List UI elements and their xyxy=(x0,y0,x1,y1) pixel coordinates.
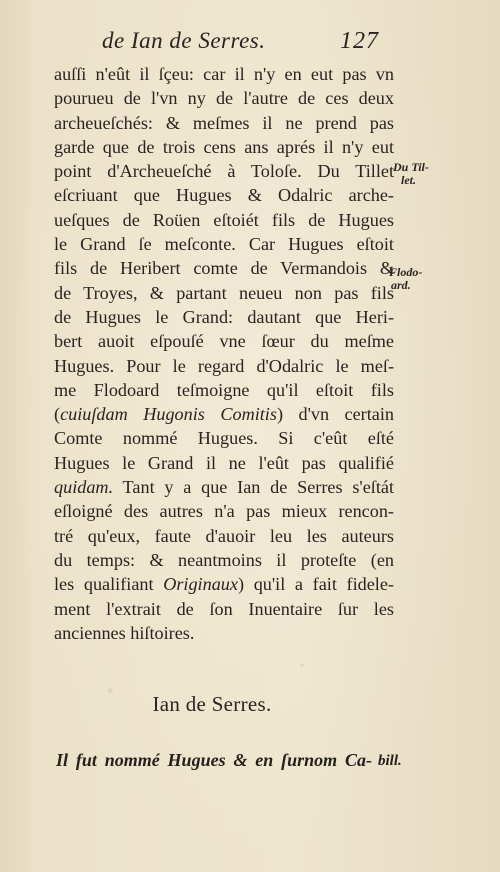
text-segment: pourueu de l'vn ny de l'autre de ces deux xyxy=(54,88,394,109)
text-line xyxy=(54,281,394,305)
text-segment: ) d'vn certain xyxy=(276,404,394,425)
text-segment: Hugues le Grand il ne l'eût pas qualifié xyxy=(54,452,394,473)
text-segment: bert auoit eſpouſé vne ſœur du meſme xyxy=(54,331,394,352)
margin-note-line: Du Til- xyxy=(393,160,429,174)
text-segment: de Troyes, & partant neueu non pas fils xyxy=(54,282,394,303)
text-line xyxy=(54,305,394,329)
text-segment: me Flodoard teſmoigne qu'il eſtoit fils xyxy=(54,379,394,400)
text-segment: ment l'extrait de ſon Inuentaire ſur les xyxy=(54,598,394,619)
italic-text: Originaux xyxy=(163,574,238,595)
margin-notes xyxy=(387,0,447,872)
text-line xyxy=(54,499,394,523)
text-line xyxy=(54,329,394,353)
text-segment: ueſques de Roüen eſtoiét fils de Hugues xyxy=(54,209,394,230)
margin-note-flodoard xyxy=(389,266,422,292)
catchword: bill. xyxy=(378,753,402,769)
text-line xyxy=(54,208,394,232)
text-segment: Comte nommé Hugues. Si c'eût eſté xyxy=(54,428,394,449)
text-line xyxy=(54,548,394,572)
section-title: Ian de Serres. xyxy=(152,692,272,716)
page-number: 127 xyxy=(340,28,379,54)
text-line xyxy=(54,183,394,207)
text-segment: archeueſchés: & meſmes il ne prend pas xyxy=(54,112,394,133)
margin-note-du-tillet xyxy=(393,161,429,187)
text-segment: eſloigné des autres n'a pas mieux rencon- xyxy=(54,501,394,522)
text-line xyxy=(54,402,394,426)
text-segment: tré qu'eux, faute d'auoir leu les auteurs xyxy=(54,525,394,546)
text-line xyxy=(54,475,394,499)
text-line xyxy=(54,451,394,475)
text-line xyxy=(54,62,394,86)
text-segment: le Grand ſe meſconte. Car Hugues eſtoit xyxy=(54,234,394,255)
text-line xyxy=(54,597,394,621)
text-line xyxy=(54,572,394,596)
margin-note-line: Flodo- xyxy=(389,265,423,279)
text-segment: du temps: & neantmoins il proteſte (en xyxy=(54,549,394,570)
verse-line: Il fut nommé Hugues & en ſurnom Ca- xyxy=(56,750,372,770)
text-line xyxy=(54,159,394,183)
text-segment: les qualifiant xyxy=(54,574,164,595)
text-segment: eſcriuant que Hugues & Odalric arche- xyxy=(54,185,394,206)
text-line xyxy=(54,621,394,645)
text-segment: Tant y a que Ian de Serres s'eſtát xyxy=(113,477,394,498)
text-segment: ( xyxy=(54,404,61,425)
margin-note-line: let. xyxy=(401,173,416,187)
italic-text: cuiuſdam Hugonis Comitis xyxy=(60,404,277,425)
text-line xyxy=(54,524,394,548)
margin-note-line: ard. xyxy=(391,278,411,292)
text-segment: de Hugues le Grand: dautant que Heri- xyxy=(54,306,394,327)
body-text xyxy=(54,62,394,645)
text-segment: fils de Heribert comte de Vermandois & xyxy=(54,258,394,279)
text-segment: auſſi n'eût il ſçeu: car il n'y en eut pas vn xyxy=(54,64,394,84)
paper-spot xyxy=(300,664,304,667)
text-line xyxy=(54,135,394,159)
text-segment: Hugues. Pour le regard d'Odalric le meſ- xyxy=(54,355,394,376)
text-line xyxy=(54,426,394,450)
text-segment: ) qu'il a fait fidele- xyxy=(237,574,394,595)
italic-text: quidam. xyxy=(54,477,114,498)
text-segment: anciennes hiſtoires. xyxy=(54,622,195,643)
running-head: de Ian de Serres. xyxy=(102,28,266,53)
text-segment: garde que de trois cens ans aprés il n'y eut xyxy=(54,136,394,157)
text-line xyxy=(54,354,394,378)
text-line xyxy=(54,111,394,135)
text-line xyxy=(54,86,394,110)
text-line xyxy=(54,232,394,256)
text-line xyxy=(54,378,394,402)
text-segment: point d'Archeueſché à Toloſe. Du Tillet xyxy=(54,161,394,182)
text-line xyxy=(54,256,394,280)
